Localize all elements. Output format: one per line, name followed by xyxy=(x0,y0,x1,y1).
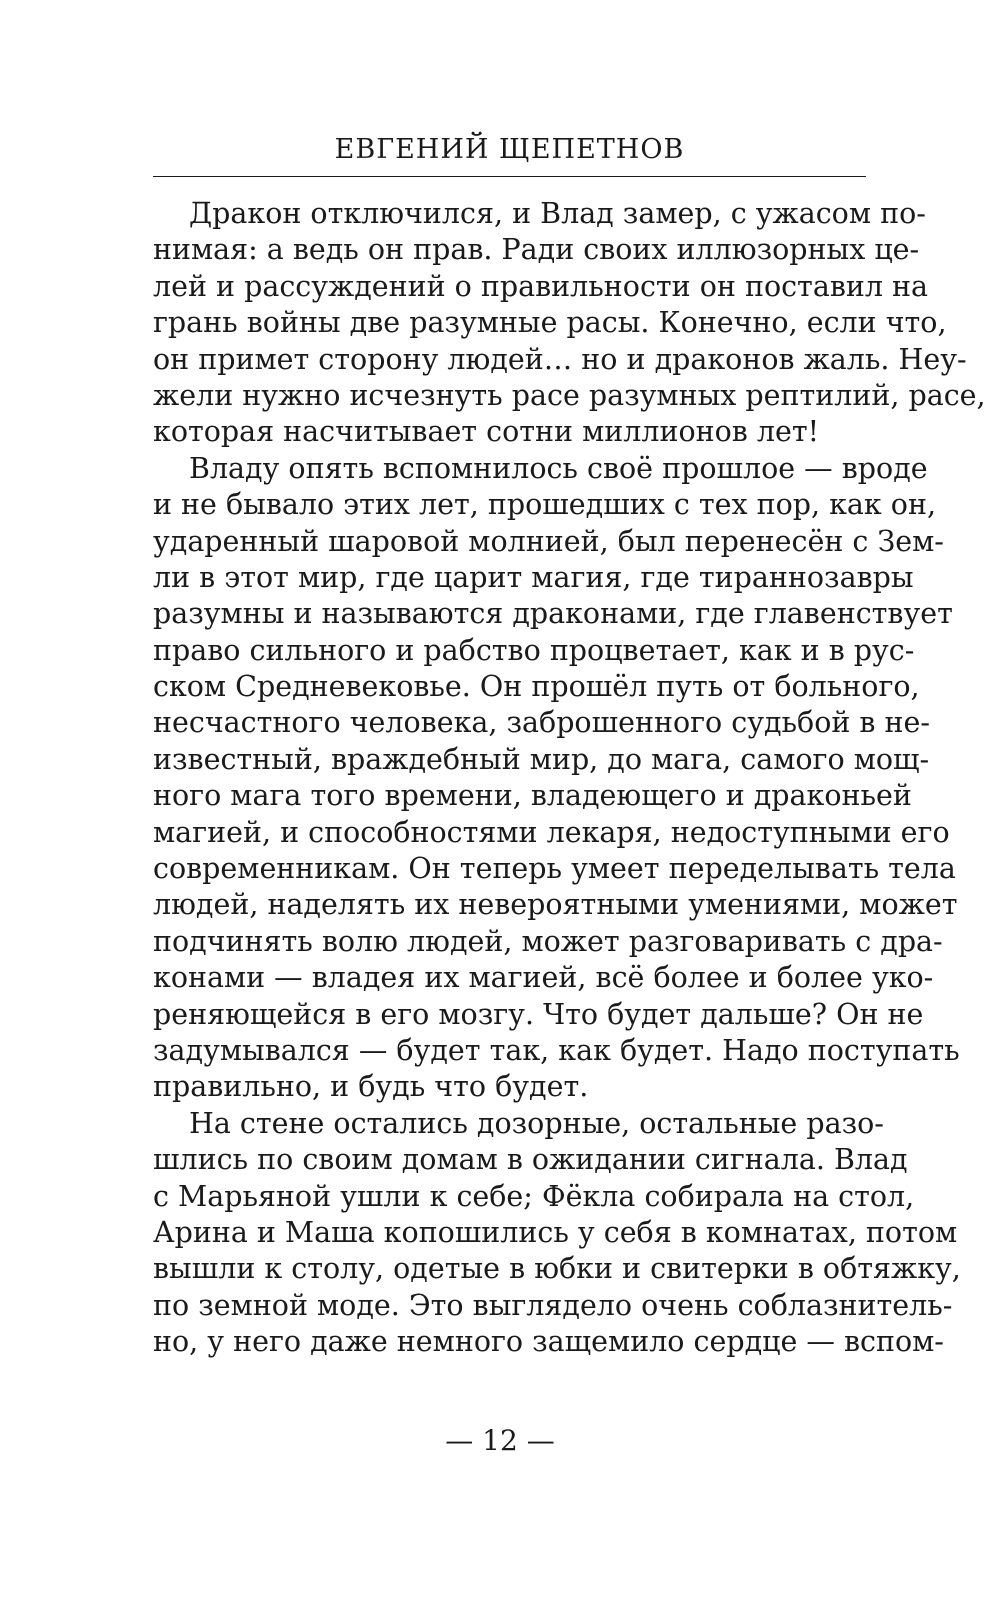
text-line: ли в этот мир, где царит магия, где тираннозавры xyxy=(153,560,914,594)
text-line: подчинять волю людей, может разговаривать с дра- xyxy=(153,924,943,958)
text-line: На стене остались дозорные, остальные разо- xyxy=(189,1106,884,1140)
text-line: правильно, и будь что будет. xyxy=(153,1070,589,1104)
text-line: разумны и называются драконами, где главенствует xyxy=(153,597,953,631)
paragraph xyxy=(153,196,986,451)
paragraph xyxy=(153,1106,961,1361)
text-line: которая насчитывает сотни миллионов лет! xyxy=(153,415,820,449)
text-line: ском Средневековье. Он прошёл путь от больного, xyxy=(153,670,920,704)
text-line: нимая: а ведь он прав. Ради своих иллюзорных це- xyxy=(153,233,920,267)
paragraph xyxy=(153,451,960,1106)
text-line: Арина и Маша копошились у себя в комнатах, потом xyxy=(153,1215,958,1249)
text-line: известный, враждебный мир, до мага, самого мощ- xyxy=(153,742,930,776)
text-block xyxy=(153,196,986,1361)
page-number: — 12 — xyxy=(445,1424,555,1457)
text-line: несчастного человека, заброшенного судьбой в не- xyxy=(153,706,931,740)
text-line: лей и рассуждений о правильности он поставил на xyxy=(153,269,929,303)
text-line: с Марьяной ушли к себе; Фёкла собирала на стол, xyxy=(153,1179,915,1213)
text-line: жели нужно исчезнуть расе разумных рептилий, расе, xyxy=(153,378,986,412)
text-line: и не бывало этих лет, прошедших с тех пор, как он, xyxy=(153,488,937,522)
text-line: Дракон отключился, и Влад замер, с ужасом по- xyxy=(189,197,926,230)
text-line: современникам. Он теперь умеет переделывать тела xyxy=(153,852,956,886)
text-line: по земной моде. Это выглядело очень соблазнитель- xyxy=(153,1288,953,1322)
text-line: но, у него даже немного защемило сердце — вспом- xyxy=(153,1325,944,1359)
running-head-author: ЕВГЕНИЙ ЩЕПЕТНОВ xyxy=(334,134,685,165)
text-line: вышли к столу, одетые в юбки и свитерки в обтяжку, xyxy=(153,1252,961,1286)
text-line: ного мага того времени, владеющего и драконьей xyxy=(153,779,912,813)
text-line: право сильного и рабство процветает, как и в рус- xyxy=(153,633,915,667)
text-line: он примет сторону людей… но и драконов жаль. Неу- xyxy=(153,342,967,376)
header-rule xyxy=(153,176,866,177)
text-line: шлись по своим домам в ожидании сигнала. Влад xyxy=(153,1143,908,1177)
text-line: реняющейся в его мозгу. Что будет дальше? Он не xyxy=(153,997,924,1031)
text-line: Владу опять вспомнилось своё прошлое — вроде xyxy=(189,451,928,485)
text-line: конами — владея их магией, всё более и более уко- xyxy=(153,961,934,995)
text-line: ударенный шаровой молнией, был перенесён с Зем- xyxy=(153,524,944,558)
text-line: задумывался — будет так, как будет. Надо поступать xyxy=(153,1033,960,1067)
text-line: грань войны две разумные расы. Конечно, если что, xyxy=(153,306,947,340)
text-line: людей, наделять их невероятными умениями, может xyxy=(153,888,958,922)
text-line: магией, и способностями лекаря, недоступными его xyxy=(153,815,950,849)
